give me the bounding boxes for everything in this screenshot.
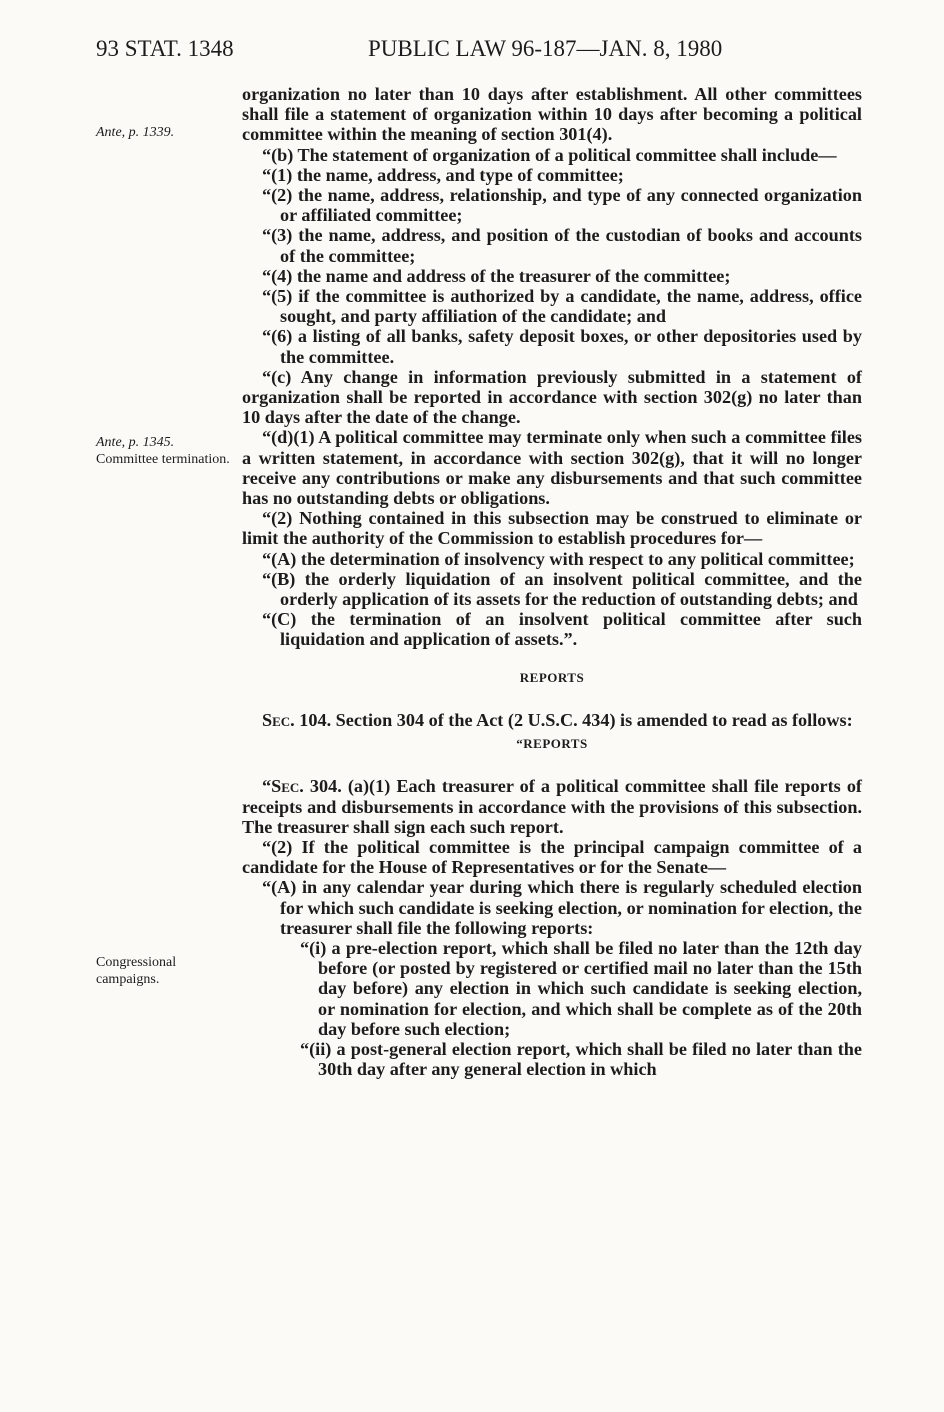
paragraph-b4: “(4) the name and address of the treasurer of the committee; — [262, 265, 731, 286]
paragraph-b5: “(5) if the committee is authorized by a candidate, the name, address, office sought, and party affiliation of the candidate; and — [262, 286, 862, 327]
margin-note-ref: Ante, p. 1345. — [96, 435, 175, 450]
paragraph-a2a-ii: “(ii) a post-general election report, which shall be filed no later than the 30th day after any general election in which — [300, 1038, 862, 1080]
page-header — [96, 36, 862, 68]
section-heading-reports: REPORTS — [519, 669, 585, 685]
paragraph-c: “(c) Any change in information previously submitted in a statement of organization shall be reported in accordance with section 302(g) no later than 10 days after the date of the change. — [242, 366, 862, 428]
paragraph-d2a: “(A) the determination of insolvency with respect to any political committee; — [262, 548, 855, 569]
paragraph-d2c: “(C) the termination of an insolvent political committee after such liquidation and application of assets.”. — [262, 609, 862, 650]
paragraph-a2a-i: “(i) a pre-election report, which shall be filed no later than the 12th day before (or posted by registered or certified mail no later than the 15th day before) any election in which such candidate is seeking election, or nomination for election, and which shall be complete as of the 20th day before such election; — [300, 937, 862, 1039]
paragraph-d2b: “(B) the orderly liquidation of an insolvent political committee, and the orderly application of its assets for the reduction of outstanding debts; and — [262, 568, 862, 610]
paragraph-sec-104 — [242, 710, 862, 730]
stat-page-number: 93 STAT. 1348 — [96, 36, 234, 61]
paragraph-intro: organization no later than 10 days after establishment. All other committees shall file a statement of organization within 10 days after becoming a political committee within the meaning of section 301(4). — [242, 84, 862, 145]
paragraph-b3: “(3) the name, address, and position of the custodian of books and accounts of the committee; — [262, 225, 862, 266]
margin-note-ref: Ante, p. 1339. — [96, 125, 175, 140]
paragraph-b: “(b) The statement of organization of a political committee shall include— — [262, 144, 837, 165]
paragraph-sec-304 — [242, 776, 862, 837]
margin-note-congressional-campaigns — [96, 954, 236, 988]
paragraph-b2: “(2) the name, address, relationship, and type of any connected organization or affiliated committee; — [262, 185, 862, 226]
section-text: 304. (a)(1) Each treasurer of a political committee shall file reports of receipts and disbursements in accordance with the provisions of this subsection. The treasurer shall sign each such report. — [242, 776, 862, 837]
paragraph-b1: “(1) the name, address, and type of committee; — [262, 164, 624, 185]
section-text: 104. Section 304 of the Act (2 U.S.C. 434) is amended to read as follows: — [294, 709, 853, 730]
margin-note-label: Committee termination. — [96, 452, 230, 467]
margin-note-label: Congressional campaigns. — [96, 955, 177, 987]
paragraph-d1: “(d)(1) A political committee may terminate only when such a committee files a written statement, in accordance with section 302(g), that it will no longer receive any contributions or make any disbursements and that such committee has no outstanding debts or obligations. — [242, 427, 862, 509]
running-head: PUBLIC LAW 96-187—JAN. 8, 1980 — [368, 36, 723, 61]
paragraph-d2: “(2) Nothing contained in this subsection may be construed to eliminate or limit the authority of the Commission to establish procedures for— — [242, 508, 862, 549]
body-text — [242, 84, 862, 1079]
paragraph-a2: “(2) If the political committee is the principal campaign committee of a candidate for the House of Representatives or for the Senate— — [242, 836, 862, 878]
section-label: “Sec. — [262, 776, 304, 797]
paragraph-b6: “(6) a listing of all banks, safety deposit boxes, or other depositories used by the committee. — [262, 326, 862, 367]
margin-note-ante-1339 — [96, 124, 236, 141]
section-label: Sec. — [262, 709, 295, 730]
margin-note-ante-1345 — [96, 434, 236, 468]
section-heading-reports-quoted: “REPORTS — [516, 736, 588, 752]
paragraph-a2a: “(A) in any calendar year during which there is regularly scheduled election for which such candidate is seeking election, or nomination for election, the treasurer shall file the following reports: — [262, 877, 862, 938]
